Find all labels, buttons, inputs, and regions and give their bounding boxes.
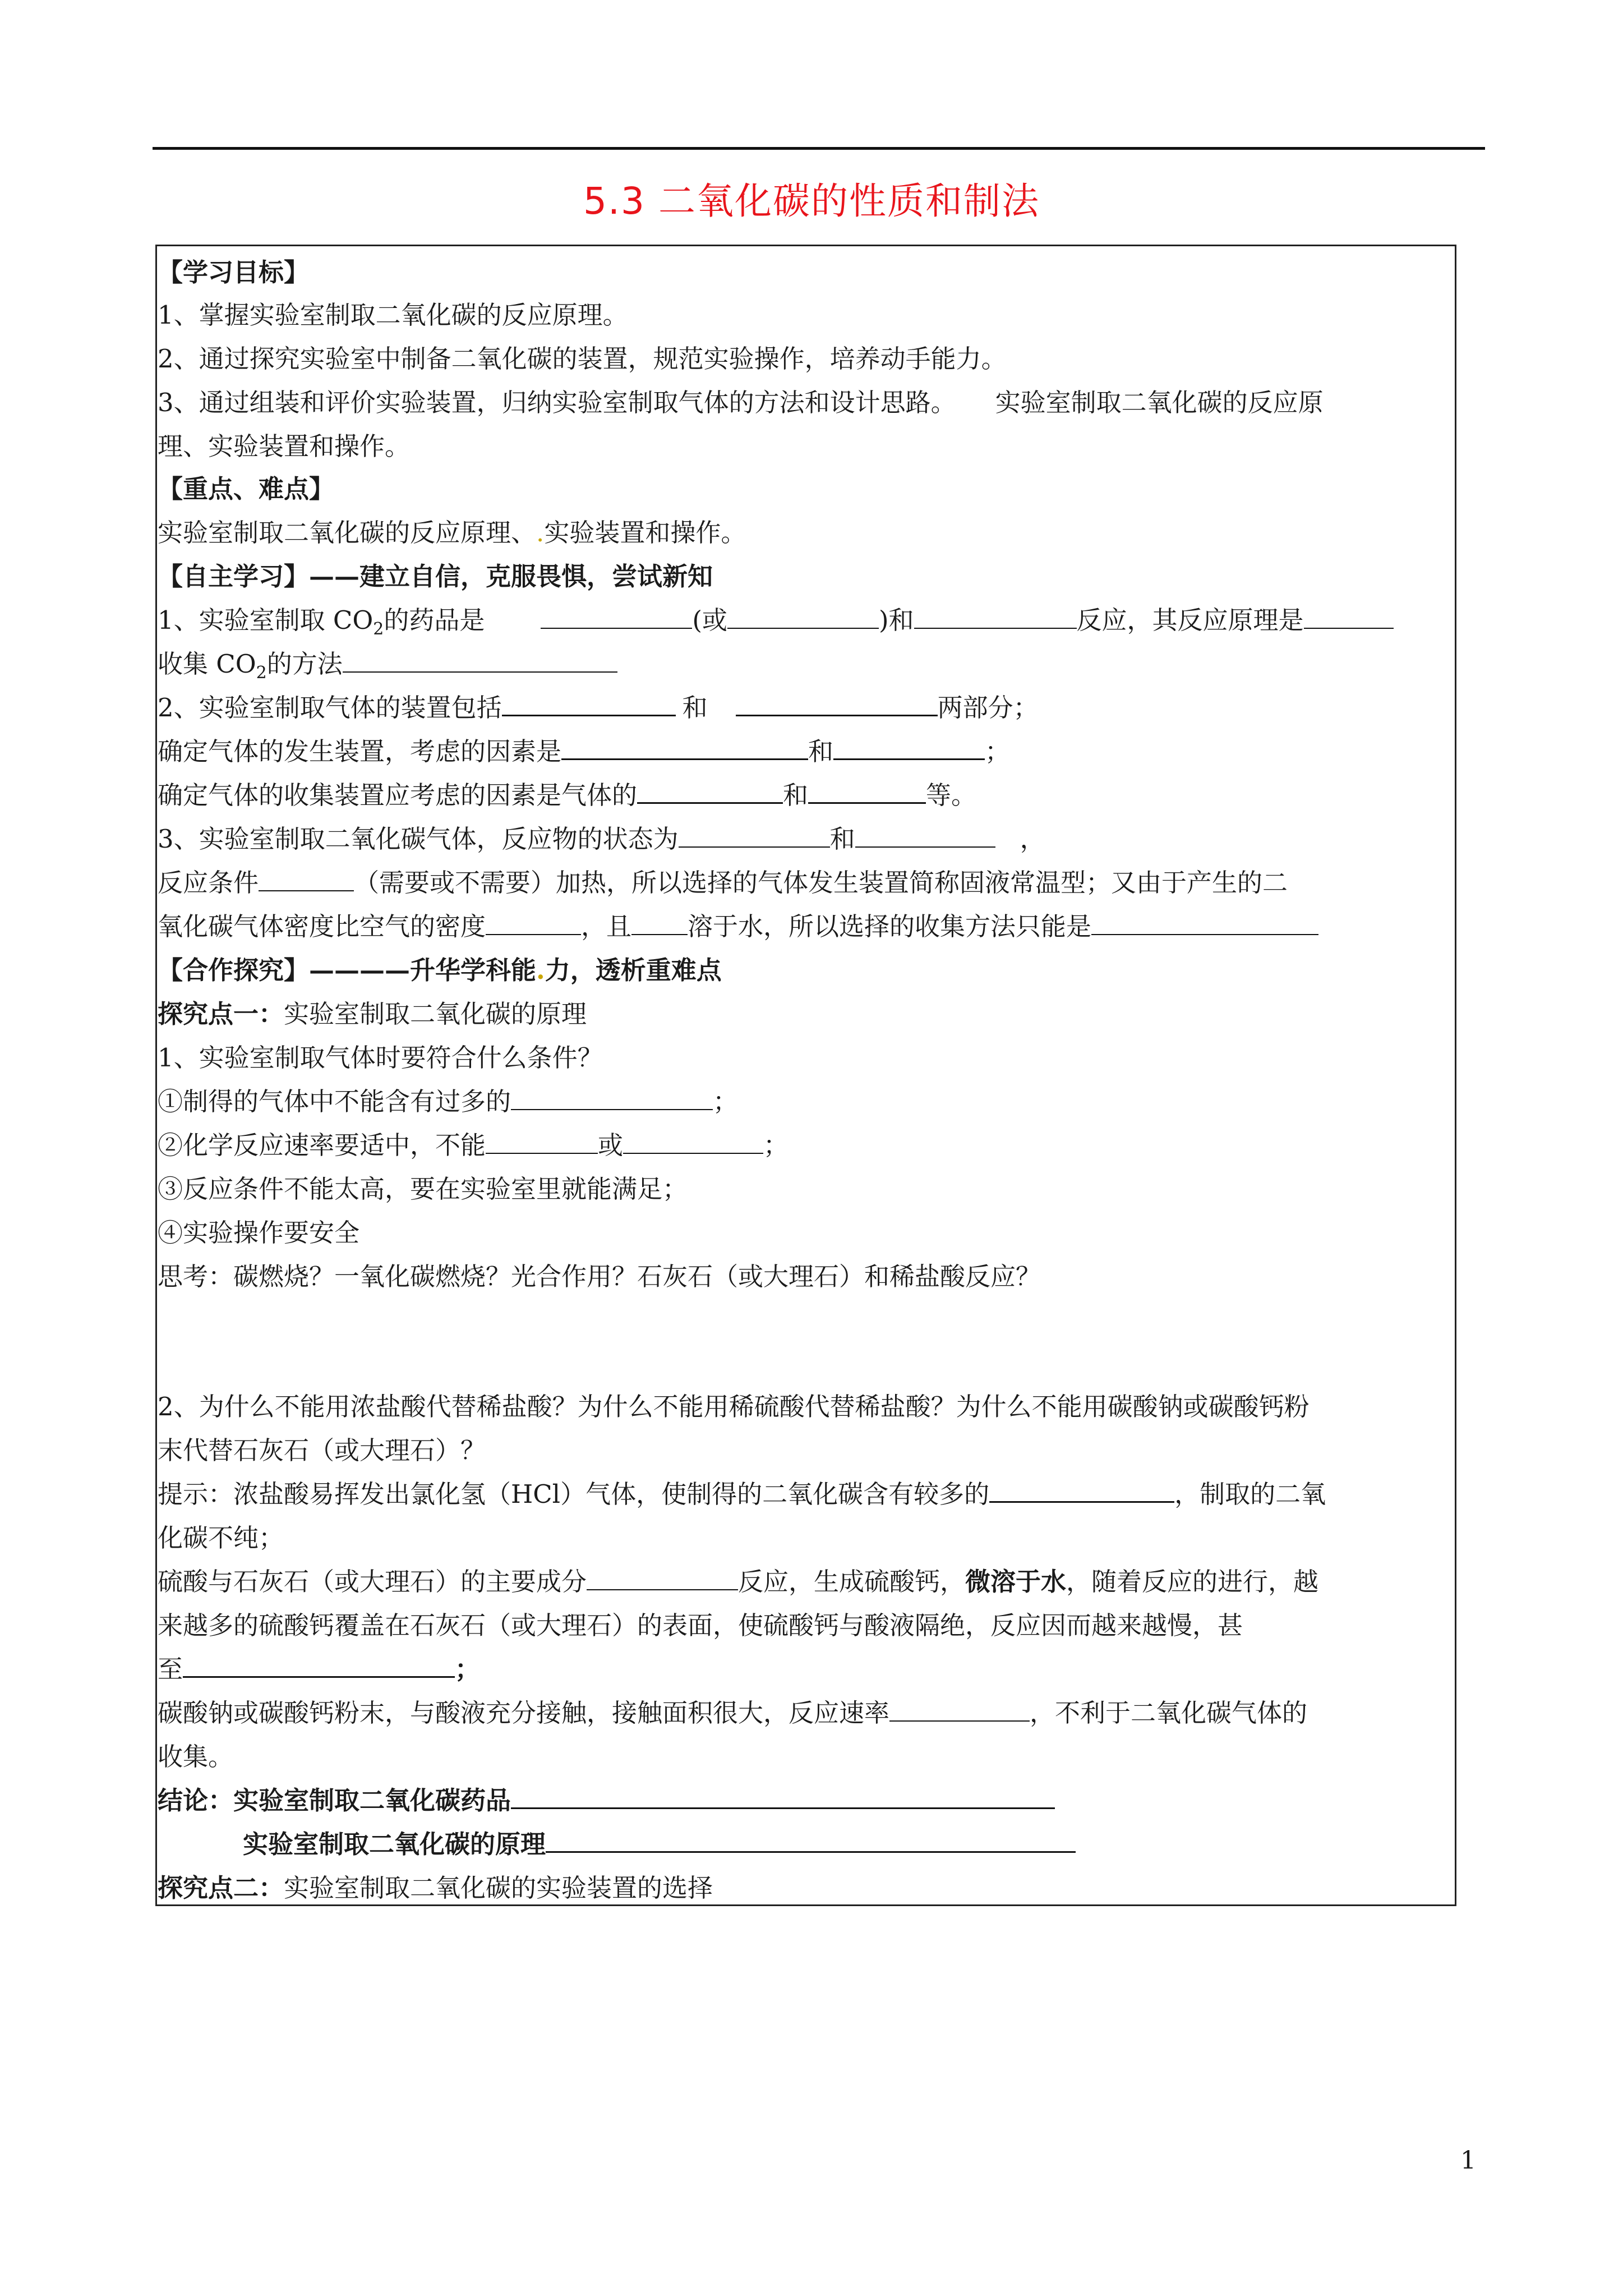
hint-2-cont: 来越多的硫酸钙覆盖在石灰石（或大理石）的表面，使硫酸钙与酸液隔绝，反应因而越来越慢，甚	[158, 1611, 1243, 1640]
point-1: 探究点一：实验室制取二氧化碳的原理	[158, 999, 587, 1029]
blank[interactable]	[343, 649, 617, 673]
section-heading-selfstudy: 【自主学习】——建立自信，克服畏惧，尝试新知	[158, 562, 713, 591]
blank[interactable]	[541, 605, 692, 629]
page-title: 5.3 二氧化碳的性质和制法	[583, 180, 1040, 223]
selfstudy-q1-cont: 收集 $CO_2$的方法	[158, 648, 1453, 689]
point-2: 探究点二：实验室制取二氧化碳的实验装置的选择	[158, 1873, 713, 1903]
page-number: 1	[1460, 2146, 1476, 2175]
section-heading-coop: 【合作探究】————升华学科能.力，透析重难点	[158, 955, 722, 985]
blank[interactable]	[727, 605, 879, 629]
blank[interactable]	[631, 912, 688, 935]
blank[interactable]	[889, 1698, 1030, 1722]
condition-3: ③反应条件不能太高，要在实验室里就能满足；	[158, 1174, 688, 1204]
conclusion-2: 实验室制取二氧化碳的原理	[158, 1829, 1453, 1860]
selfstudy-q3-density: 氧化碳气体密度比空气的密度 ，且 溶于水，所以选择的收集方法只能是	[158, 911, 1453, 942]
objective-3-cont: 理、实验装置和操作。	[158, 431, 411, 461]
hint-3: 碳酸钠或碳酸钙粉末，与酸液充分接触，接触面积很大，反应速率 ，不利于二氧化碳气体的	[158, 1698, 1308, 1728]
blank[interactable]	[989, 1479, 1174, 1503]
hint-1: 提示：浓盐酸易挥发出氯化氢（HCl）气体，使制得的二氧化碳含有较多的 ，制取的二氧	[158, 1479, 1326, 1509]
blank[interactable]	[587, 1567, 738, 1590]
blank[interactable]	[736, 692, 938, 716]
blank[interactable]	[511, 1087, 713, 1110]
blank[interactable]	[183, 1654, 455, 1678]
condition-1: ①制得的气体中不能含有过多的 ；	[158, 1087, 739, 1116]
coop-q2-cont: 末代替石灰石（或大理石）？	[158, 1435, 486, 1465]
blank[interactable]	[511, 1785, 1055, 1809]
blank[interactable]	[833, 736, 985, 760]
blank[interactable]	[808, 780, 926, 804]
blank[interactable]	[561, 736, 808, 760]
blank[interactable]	[486, 912, 581, 935]
header-rule	[153, 147, 1485, 150]
conclusion-1: 结论：实验室制取二氧化碳药品	[158, 1785, 1453, 1816]
section-heading-objectives: 【学习目标】	[158, 257, 310, 287]
objective-1: 1、掌握实验室制取二氧化碳的反应原理。	[158, 300, 628, 330]
selfstudy-q2: 2、实验室制取气体的装置包括 和 两部分；	[158, 693, 1039, 723]
selfstudy-q2-gen: 确定气体的发生装置，考虑的因素是 和 ；	[158, 737, 1011, 766]
blank[interactable]	[1304, 605, 1394, 629]
objective-2: 2、通过探究实验室中制备二氧化碳的装置，规范实验操作，培养动手能力。	[158, 344, 1007, 374]
condition-4: ④实验操作要安全	[158, 1218, 360, 1248]
hint-2-end: 至 ；	[158, 1654, 481, 1684]
blank[interactable]	[914, 605, 1077, 629]
blank[interactable]	[259, 868, 354, 891]
blank[interactable]	[679, 824, 830, 848]
blank[interactable]	[486, 1130, 598, 1154]
hint-3-cont: 收集。	[158, 1742, 234, 1772]
coop-q1: 1、实验室制取气体时要符合什么条件？	[158, 1043, 603, 1073]
hint-1-cont: 化碳不纯；	[158, 1523, 284, 1553]
keypoints-text: 实验室制取二氧化碳的反应原理、.实验装置和操作。	[158, 518, 746, 547]
blank[interactable]	[855, 824, 995, 848]
blank[interactable]	[546, 1829, 1076, 1853]
blank[interactable]	[637, 780, 783, 804]
think-question: 思考：碳燃烧？一氧化碳燃烧？光合作用？石灰石（或大理石）和稀盐酸反应？	[158, 1262, 1041, 1291]
selfstudy-q3-cond: 反应条件 （需要或不需要）加热，所以选择的气体发生装置简称固液常温型；又由于产生的二	[158, 868, 1288, 898]
condition-2: ②化学反应速率要适中，不能 或 ；	[158, 1130, 789, 1160]
section-heading-keypoints: 【重点、难点】	[158, 474, 335, 504]
hint-2: 硫酸与石灰石（或大理石）的主要成分 反应，生成硫酸钙，微溶于水，随着反应的进行，越	[158, 1567, 1319, 1596]
objective-3: 3、通过组装和评价实验装置，归纳实验室制取气体的方法和设计思路。 实验室制取二氧化碳的反应原	[158, 388, 1324, 417]
blank[interactable]	[623, 1130, 763, 1154]
coop-q2: 2、为什么不能用浓盐酸代替稀盐酸？为什么不能用稀硫酸代替稀盐酸？为什么不能用碳酸钠或碳酸钙粉	[158, 1392, 1310, 1421]
selfstudy-q2-col: 确定气体的收集装置应考虑的因素是气体的 和 等。	[158, 780, 977, 810]
selfstudy-q3: 3、实验室制取二氧化碳气体，反应物的状态为 和 ，	[158, 824, 1045, 854]
blank[interactable]	[1091, 912, 1318, 935]
selfstudy-q1: 1、实验室制取 $CO_2$的药品是 (或 )和 反应，其反应原理是	[158, 605, 1453, 645]
blank[interactable]	[502, 692, 676, 716]
